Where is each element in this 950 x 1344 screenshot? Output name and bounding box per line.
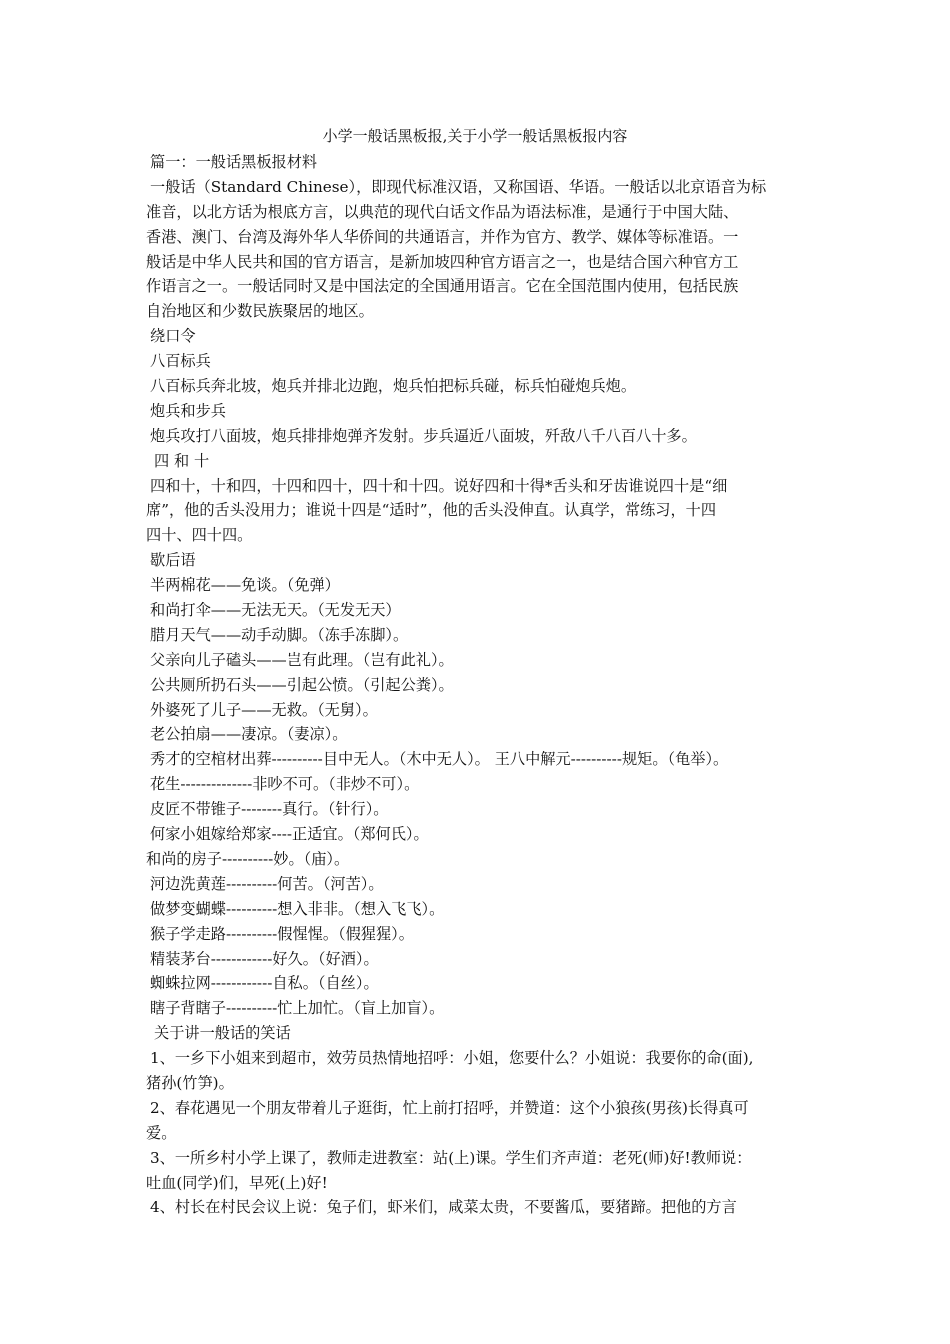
section-heading: 绕口令 (150, 327, 196, 346)
list-item: 半两棉花——免谈。（免弹） (150, 576, 340, 595)
paragraph-line: 作语言之一。一般话同时又是中国法定的全国通用语言。它在全国范围内使用，包括民族 (146, 277, 739, 296)
paragraph-line: 猪孙(竹笋)。 (146, 1073, 234, 1092)
section-heading: 歇后语 (150, 551, 196, 570)
list-item: 蜘蛛拉网------------自私。（自丝）。 (150, 974, 379, 993)
paragraph-line: 席”，他的舌头没用力；谁说十四是“适时”，他的舌头没伸直。认真学，常练习，十四 (146, 501, 717, 520)
paragraph-line: 1、一乡下小姐来到超市，效劳员热情地招呼：小姐，您要什么？小姐说：我要你的命(面), (150, 1049, 754, 1068)
paragraph-line: 4、村长在村民会议上说：兔子们，虾米们，咸菜太贵，不要酱瓜，要猪蹄。把他的方言 (150, 1198, 737, 1217)
paragraph-line: 香港、澳门、台湾及海外华人华侨间的共通语言，并作为官方、教学、媒体等标准语。一 (146, 227, 739, 246)
list-item: 何家小姐嫁给郑家----正适宜。（郑何氏）。 (150, 825, 429, 844)
paragraph-line: 四十、四十四。 (146, 526, 253, 545)
list-item: 河边洗黄莲----------何苦。（河苦）。 (150, 874, 384, 893)
paragraph-line: 吐血(同学)们，早死(上)好! (146, 1173, 328, 1192)
paragraph-line: 准音，以北方话为根底方言，以典范的现代白话文作品为语法标准，是通行于中国大陆、 (146, 202, 739, 221)
paragraph-line: 八百标兵奔北坡，炮兵并排北边跑，炮兵怕把标兵碰，标兵怕碰炮兵炮。 (150, 377, 636, 396)
list-item: 和尚打伞——无法无天。（无发无天） (150, 601, 401, 620)
paragraph-line: 般话是中华人民共和国的官方语言，是新加坡四种官方语言之一，也是结合国六种官方工 (146, 252, 739, 271)
paragraph-line: 2、春花遇见一个朋友带着儿子逛街，忙上前打招呼，并赞道：这个小狼孩(男孩)长得真可 (150, 1098, 749, 1117)
list-item: 猴子学走路----------假惺惺。（假猩猩）。 (150, 924, 414, 943)
list-item: 花生--------------非吵不可。（非炒不可）。 (150, 775, 420, 794)
paragraph-line: 爱。 (146, 1123, 177, 1142)
list-item: 和尚的房子----------妙。（庙）。 (146, 849, 350, 868)
paragraph-line: 四和十，十和四，十四和四十，四十和十四。说好四和十得*舌头和牙齿谁说四十是“细 (150, 476, 728, 495)
section-heading: 篇一：一般话黑板报材料 (150, 153, 318, 171)
list-item: 公共厕所扔石头——引起公愤。（引起公粪）。 (150, 675, 454, 694)
list-item: 精装茅台------------好久。（好酒）。 (150, 949, 379, 968)
document-title: 小学一般话黑板报,关于小学一般话黑板报内容 (322, 127, 628, 145)
subheading: 八百标兵 (150, 352, 211, 371)
list-item: 外婆死了儿子——无救。（无舅）。 (150, 700, 378, 719)
paragraph-line: 一般话（Standard Chinese），即现代标准汉语，又称国语、华语。一般话以北京语音为标 (150, 177, 767, 196)
list-item: 皮匠不带锥子--------真行。（针行）。 (150, 800, 389, 819)
paragraph-line: 3、一所乡村小学上课了，教师走进教室：站(上)课。学生们齐声道：老死(师)好!教师说： (150, 1148, 752, 1167)
list-item: 瞎子背瞎子----------忙上加忙。（盲上加盲）。 (150, 999, 445, 1018)
list-item: 做梦变蝴蝶----------想入非非。（想入飞飞）。 (150, 899, 445, 918)
subheading: 四 和 十 (154, 451, 210, 470)
list-item: 老公拍扇——凄凉。（妻凉）。 (150, 725, 348, 744)
paragraph-line: 炮兵攻打八面坡，炮兵排排炮弹齐发射。步兵逼近八面坡，歼敌八千八百八十多。 (150, 426, 697, 445)
list-item: 秀才的空棺材出葬----------目中无人。（木中无人）。 王八中解元----------规矩。（龟举）。 (150, 750, 729, 769)
list-item: 父亲向儿子磕头——岂有此理。（岂有此礼）。 (150, 650, 454, 669)
document-body (146, 150, 816, 1220)
list-item: 腊月天气——动手动脚。（冻手冻脚）。 (150, 625, 409, 644)
section-heading: 关于讲一般话的笑话 (154, 1024, 291, 1043)
paragraph-line: 自治地区和少数民族聚居的地区。 (146, 302, 374, 321)
subheading: 炮兵和步兵 (150, 401, 226, 420)
